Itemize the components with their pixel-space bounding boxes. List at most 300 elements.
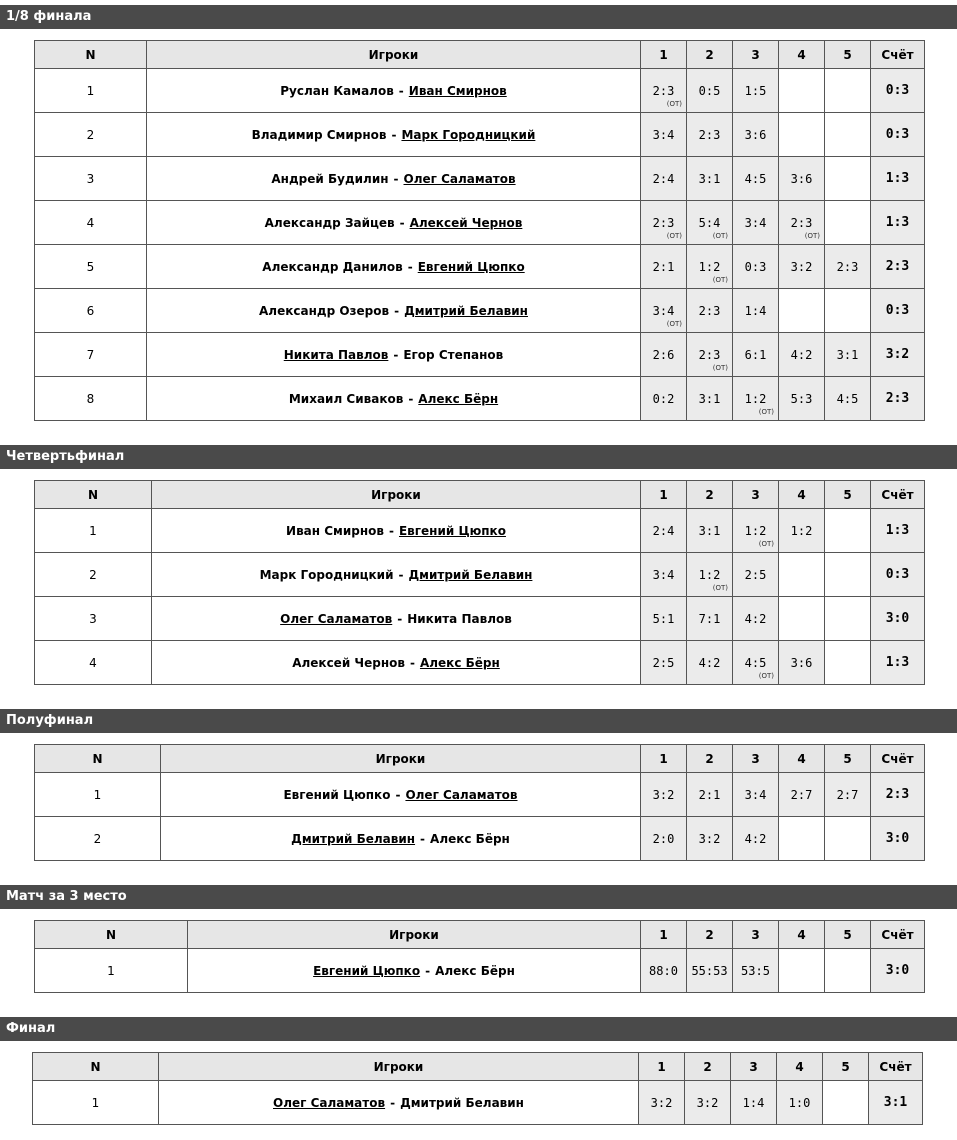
game-score-value: 0:2: [652, 391, 675, 406]
match-number: 1: [35, 773, 161, 817]
col-header-game-3: 3: [731, 1053, 777, 1081]
table-header-row: [35, 745, 925, 773]
players-separator: -: [393, 171, 399, 186]
col-header-game-2: 2: [687, 745, 733, 773]
overtime-label: (ОТ): [666, 232, 682, 240]
match-number: 6: [35, 289, 147, 333]
match-score: 0:3: [871, 289, 925, 333]
game-score: [641, 113, 687, 157]
players-separator: -: [398, 567, 404, 582]
player-1: Владимир Смирнов: [251, 127, 387, 142]
game-score: [641, 949, 687, 993]
match-score: 1:3: [871, 157, 925, 201]
table-row: [35, 641, 925, 685]
game-score: [641, 69, 687, 113]
game-score: [733, 377, 779, 421]
game-score: [687, 553, 733, 597]
col-header-players: Игроки: [152, 481, 641, 509]
player-1: Марк Городницкий: [259, 567, 394, 582]
player-1[interactable]: Олег Саламатов: [273, 1095, 386, 1110]
results-table: [34, 40, 925, 421]
match-number: 3: [35, 597, 152, 641]
game-score: [779, 377, 825, 421]
col-header-game-3: 3: [733, 41, 779, 69]
table-row: [35, 201, 925, 245]
col-header-game-4: 4: [777, 1053, 823, 1081]
game-score-value: 3:4: [652, 303, 675, 318]
table-row: [35, 113, 925, 157]
game-score: [825, 245, 871, 289]
match-score: 3:0: [871, 817, 925, 861]
match-players: [147, 113, 641, 157]
col-header-game-1: 1: [641, 41, 687, 69]
player-2[interactable]: Иван Смирнов: [408, 83, 507, 98]
game-score: [733, 245, 779, 289]
overtime-label: (ОТ): [758, 540, 774, 548]
game-score: [733, 949, 779, 993]
match-number: 4: [35, 201, 147, 245]
game-score: [779, 157, 825, 201]
player-1: Руслан Камалов: [280, 83, 394, 98]
game-score-value: 2:4: [652, 171, 675, 186]
player-2[interactable]: Алекс Бёрн: [418, 391, 499, 406]
players-separator: -: [389, 523, 394, 538]
match-players: [152, 553, 641, 597]
game-score: [779, 113, 825, 157]
game-score-value: 3:2: [652, 787, 675, 802]
player-2[interactable]: Дмитрий Белавин: [404, 303, 528, 318]
player-1: Александр Данилов: [262, 259, 403, 274]
match-players: [152, 509, 641, 553]
game-score: [825, 949, 871, 993]
col-header-game-2: 2: [687, 921, 733, 949]
game-score-value: 4:2: [698, 655, 721, 670]
game-score: [687, 289, 733, 333]
game-score: [779, 333, 825, 377]
col-header-score: Счёт: [871, 481, 925, 509]
col-header-game-5: 5: [825, 921, 871, 949]
game-score: [733, 597, 779, 641]
game-score-value: 2:6: [652, 347, 675, 362]
table-row: [35, 597, 925, 641]
overtime-label: (ОТ): [712, 364, 728, 372]
player-1[interactable]: Никита Павлов: [283, 347, 389, 362]
game-score: [777, 1081, 823, 1125]
col-header-game-5: 5: [823, 1053, 869, 1081]
game-score: [641, 509, 687, 553]
game-score: [641, 157, 687, 201]
game-score: [639, 1081, 685, 1125]
game-score: [641, 333, 687, 377]
match-number: 3: [35, 157, 147, 201]
section-title: 1/8 финала: [0, 5, 957, 29]
game-score: [731, 1081, 777, 1125]
player-2: Дмитрий Белавин: [400, 1095, 524, 1110]
game-score-value: 2:1: [652, 259, 675, 274]
game-score: [779, 245, 825, 289]
match-players: [147, 333, 641, 377]
game-score-value: 5:3: [790, 391, 813, 406]
game-score-value: 2:3: [652, 215, 675, 230]
game-score-value: 0:5: [698, 83, 721, 98]
match-players: [147, 289, 641, 333]
game-score-value: 5:1: [652, 611, 675, 626]
players-separator: -: [391, 127, 397, 142]
game-score: [825, 509, 871, 553]
col-header-score: Счёт: [871, 41, 925, 69]
game-score: [733, 817, 779, 861]
player-1: Алексей Чернов: [292, 655, 405, 670]
game-score: [733, 113, 779, 157]
match-score: 2:3: [871, 773, 925, 817]
players-separator: -: [390, 1095, 396, 1110]
game-score: [733, 289, 779, 333]
game-score: [641, 245, 687, 289]
game-score: [825, 113, 871, 157]
game-score-value: 1:5: [744, 83, 767, 98]
game-score: [825, 773, 871, 817]
game-score: [641, 553, 687, 597]
game-score-value: 7:1: [698, 611, 721, 626]
game-score: [687, 69, 733, 113]
col-header-game-5: 5: [825, 41, 871, 69]
game-score: [779, 69, 825, 113]
game-score-value: 1:4: [742, 1095, 765, 1110]
game-score: [779, 201, 825, 245]
game-score-value: 3:4: [744, 787, 767, 802]
match-number: 1: [33, 1081, 159, 1125]
players-separator: -: [425, 963, 431, 978]
players-separator: -: [395, 787, 401, 802]
match-players: [161, 817, 641, 861]
game-score-value: 4:5: [744, 171, 767, 186]
col-header-n: N: [35, 481, 152, 509]
table-header-row: [35, 921, 925, 949]
match-score: 3:0: [871, 597, 925, 641]
game-score: [687, 597, 733, 641]
game-score-value: 2:3: [698, 347, 721, 362]
game-score: [687, 201, 733, 245]
game-score-value: 0:3: [744, 259, 767, 274]
game-score-value: 3:2: [790, 259, 813, 274]
players-separator: -: [408, 391, 414, 406]
game-score: [687, 509, 733, 553]
player-1: Михаил Сиваков: [288, 391, 404, 406]
players-separator: -: [397, 611, 403, 626]
game-score: [823, 1081, 869, 1125]
col-header-players: Игроки: [159, 1053, 639, 1081]
game-score: [825, 641, 871, 685]
game-score-value: 2:3: [836, 259, 859, 274]
col-header-game-1: 1: [641, 481, 687, 509]
game-score: [641, 641, 687, 685]
game-score: [687, 817, 733, 861]
col-header-game-2: 2: [687, 481, 733, 509]
match-players: [147, 69, 641, 113]
game-score-value: 2:0: [652, 831, 675, 846]
col-header-game-1: 1: [641, 921, 687, 949]
game-score: [641, 289, 687, 333]
game-score-value: 1:2: [744, 523, 767, 538]
game-score-value: 3:2: [650, 1095, 673, 1110]
game-score: [825, 157, 871, 201]
player-2[interactable]: Марк Городницкий: [401, 127, 536, 142]
match-score: 0:3: [871, 113, 925, 157]
game-score: [641, 377, 687, 421]
game-score-value: 2:5: [744, 567, 767, 582]
game-score-value: 3:2: [698, 831, 721, 846]
match-players: [147, 245, 641, 289]
match-players: [159, 1081, 639, 1125]
game-score: [779, 289, 825, 333]
results-table: [34, 480, 925, 685]
players-separator: -: [399, 215, 405, 230]
game-score-value: 3:6: [790, 655, 813, 670]
game-score-value: 2:5: [652, 655, 675, 670]
game-score-value: 55:53: [691, 963, 728, 978]
game-score: [825, 817, 871, 861]
player-1: Иван Смирнов: [286, 523, 384, 538]
game-score-value: 3:6: [744, 127, 767, 142]
game-score: [779, 597, 825, 641]
col-header-game-1: 1: [641, 745, 687, 773]
game-score: [687, 245, 733, 289]
game-score: [687, 949, 733, 993]
section-title: Матч за 3 место: [0, 885, 957, 909]
game-score: [687, 641, 733, 685]
match-number: 2: [35, 553, 152, 597]
table-row: [35, 377, 925, 421]
col-header-game-1: 1: [639, 1053, 685, 1081]
player-2[interactable]: Олег Саламатов: [405, 787, 518, 802]
overtime-label: (ОТ): [758, 408, 774, 416]
table-row: [33, 1081, 923, 1125]
game-score: [779, 641, 825, 685]
game-score: [825, 597, 871, 641]
players-separator: -: [420, 831, 426, 846]
match-players: [147, 377, 641, 421]
game-score-value: 4:2: [790, 347, 813, 362]
game-score-value: 1:2: [744, 391, 767, 406]
overtime-label: (ОТ): [712, 584, 728, 592]
game-score-value: 53:5: [741, 963, 770, 978]
col-header-players: Игроки: [147, 41, 641, 69]
table-row: [35, 817, 925, 861]
match-number: 1: [35, 69, 147, 113]
match-score: 0:3: [871, 69, 925, 113]
game-score: [825, 377, 871, 421]
section-title: Финал: [0, 1017, 957, 1041]
table-row: [35, 949, 925, 993]
game-score: [825, 333, 871, 377]
col-header-game-4: 4: [779, 921, 825, 949]
game-score: [779, 553, 825, 597]
match-number: 7: [35, 333, 147, 377]
game-score-value: 1:2: [790, 523, 813, 538]
col-header-score: Счёт: [869, 1053, 923, 1081]
match-score: 3:2: [871, 333, 925, 377]
player-2[interactable]: Евгений Цюпко: [417, 259, 525, 274]
player-1: Андрей Будилин: [271, 171, 389, 186]
game-score-value: 2:3: [790, 215, 813, 230]
game-score-value: 3:2: [696, 1095, 719, 1110]
table-row: [35, 553, 925, 597]
players-separator: -: [409, 655, 415, 670]
player-1: Александр Зайцев: [264, 215, 395, 230]
game-score-value: 3:4: [652, 567, 675, 582]
table-row: [35, 509, 925, 553]
game-score: [825, 553, 871, 597]
col-header-score: Счёт: [871, 921, 925, 949]
table-row: [35, 157, 925, 201]
col-header-game-2: 2: [687, 41, 733, 69]
player-1[interactable]: Дмитрий Белавин: [291, 831, 416, 846]
match-number: 1: [35, 949, 188, 993]
table-row: [35, 773, 925, 817]
col-header-players: Игроки: [188, 921, 641, 949]
game-score-value: 2:7: [790, 787, 813, 802]
player-2: Никита Павлов: [407, 611, 512, 626]
player-2[interactable]: Олег Саламатов: [403, 171, 516, 186]
col-header-game-5: 5: [825, 745, 871, 773]
game-score-value: 1:4: [744, 303, 767, 318]
game-score: [733, 553, 779, 597]
game-score: [687, 113, 733, 157]
game-score-value: 3:1: [698, 523, 721, 538]
table-row: [35, 245, 925, 289]
table-row: [35, 69, 925, 113]
player-1: Евгений Цюпко: [283, 787, 391, 802]
match-score: 2:3: [871, 377, 925, 421]
game-score-value: 4:5: [836, 391, 859, 406]
game-score: [733, 509, 779, 553]
game-score-value: 3:4: [652, 127, 675, 142]
game-score-value: 2:1: [698, 787, 721, 802]
match-number: 5: [35, 245, 147, 289]
overtime-label: (ОТ): [666, 100, 682, 108]
game-score: [733, 641, 779, 685]
table-row: [35, 289, 925, 333]
game-score: [825, 201, 871, 245]
match-number: 8: [35, 377, 147, 421]
match-score: 2:3: [871, 245, 925, 289]
col-header-players: Игроки: [161, 745, 641, 773]
match-number: 2: [35, 113, 147, 157]
players-separator: -: [393, 347, 399, 362]
col-header-n: N: [35, 41, 147, 69]
match-score: 1:3: [871, 201, 925, 245]
player-2[interactable]: Алексей Чернов: [409, 215, 523, 230]
game-score: [733, 333, 779, 377]
overtime-label: (ОТ): [712, 232, 728, 240]
player-1[interactable]: Олег Саламатов: [280, 611, 393, 626]
game-score-value: 5:4: [698, 215, 721, 230]
table-header-row: [35, 481, 925, 509]
game-score: [641, 201, 687, 245]
match-players: [147, 201, 641, 245]
player-2: Егор Степанов: [403, 347, 504, 362]
game-score: [779, 773, 825, 817]
game-score: [733, 773, 779, 817]
col-header-game-3: 3: [733, 921, 779, 949]
game-score: [825, 289, 871, 333]
match-players: [152, 597, 641, 641]
match-number: 2: [35, 817, 161, 861]
table-header-row: [35, 41, 925, 69]
match-score: 1:3: [871, 509, 925, 553]
game-score: [733, 69, 779, 113]
player-2: Алекс Бёрн: [435, 963, 515, 978]
results-table: [34, 744, 925, 861]
game-score: [733, 201, 779, 245]
game-score-value: 2:3: [698, 127, 721, 142]
col-header-score: Счёт: [871, 745, 925, 773]
game-score-value: 2:7: [836, 787, 859, 802]
game-score-value: 3:1: [698, 171, 721, 186]
table-row: [35, 333, 925, 377]
players-separator: -: [407, 259, 413, 274]
game-score: [733, 157, 779, 201]
col-header-game-2: 2: [685, 1053, 731, 1081]
game-score: [779, 949, 825, 993]
game-score-value: 2:3: [652, 83, 675, 98]
game-score: [685, 1081, 731, 1125]
section-title: Четвертьфинал: [0, 445, 957, 469]
players-separator: -: [398, 83, 404, 98]
match-score: 1:3: [871, 641, 925, 685]
player-1[interactable]: Евгений Цюпко: [313, 963, 421, 978]
col-header-n: N: [35, 745, 161, 773]
match-score: 0:3: [871, 553, 925, 597]
game-score-value: 4:2: [744, 611, 767, 626]
match-number: 4: [35, 641, 152, 685]
col-header-n: N: [35, 921, 188, 949]
game-score: [825, 69, 871, 113]
player-2[interactable]: Евгений Цюпко: [398, 523, 506, 538]
player-2: Алекс Бёрн: [430, 831, 510, 846]
results-table: [32, 1052, 923, 1125]
game-score-value: 3:6: [790, 171, 813, 186]
col-header-game-4: 4: [779, 41, 825, 69]
game-score-value: 4:2: [744, 831, 767, 846]
table-header-row: [33, 1053, 923, 1081]
results-table: [34, 920, 925, 993]
col-header-n: N: [33, 1053, 159, 1081]
game-score-value: 3:1: [698, 391, 721, 406]
match-players: [147, 157, 641, 201]
overtime-label: (ОТ): [804, 232, 820, 240]
game-score-value: 6:1: [744, 347, 767, 362]
game-score: [779, 509, 825, 553]
overtime-label: (ОТ): [666, 320, 682, 328]
player-2[interactable]: Дмитрий Белавин: [408, 567, 533, 582]
game-score: [641, 597, 687, 641]
overtime-label: (ОТ): [758, 672, 774, 680]
match-players: [161, 773, 641, 817]
game-score-value: 2:3: [698, 303, 721, 318]
game-score: [687, 773, 733, 817]
game-score: [687, 157, 733, 201]
match-players: [188, 949, 641, 993]
match-score: 3:0: [871, 949, 925, 993]
col-header-game-4: 4: [779, 481, 825, 509]
game-score-value: 3:4: [744, 215, 767, 230]
player-1: Александр Озеров: [259, 303, 390, 318]
match-score: 3:1: [869, 1081, 923, 1125]
game-score-value: 1:0: [788, 1095, 811, 1110]
game-score: [641, 773, 687, 817]
player-2[interactable]: Алекс Бёрн: [419, 655, 500, 670]
